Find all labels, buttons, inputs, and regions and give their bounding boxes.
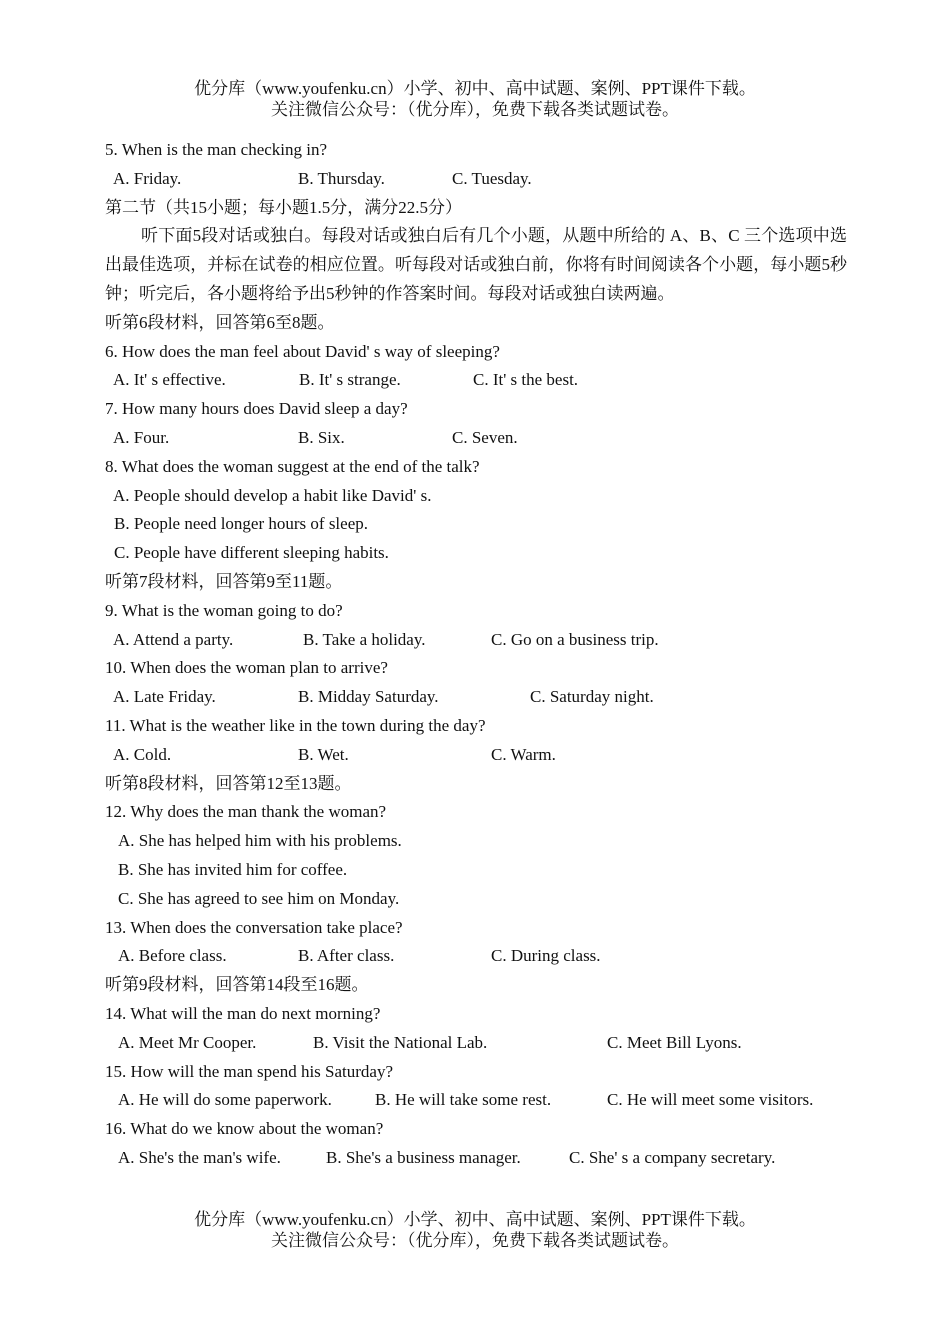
passage-intro: 听第7段材料，回答第9至11题。 [105,571,343,591]
option-a: A. It' s effective. [113,370,226,390]
question-9-options [105,626,847,655]
question-5-options [105,165,847,194]
question-15-options [105,1086,847,1115]
option-c: C. Tuesday. [452,168,532,188]
option-b: B. Visit the National Lab. [313,1032,488,1052]
question-14: 14. What will the man do next morning? [105,1003,381,1023]
option-b: B. He will take some rest. [375,1090,552,1110]
option-a: A. She has helped him with his problems. [118,831,402,851]
option-a: A. Attend a party. [113,629,234,649]
option-b: B. Thursday. [298,168,385,188]
option-b: B. Midday Saturday. [298,687,439,707]
option-c: C. People have different sleeping habits. [114,543,389,563]
question-8: 8. What does the woman suggest at the end of the talk? [105,456,480,476]
question-15: 15. How will the man spend his Saturday? [105,1061,394,1081]
question-9: 9. What is the woman going to do? [105,600,343,620]
option-c: C. Warm. [491,744,556,764]
passage-intro: 听第9段材料，回答第14段至16题。 [105,975,369,995]
option-b: B. Wet. [298,744,349,764]
page-footer [0,1209,950,1251]
option-b: B. After class. [298,946,395,966]
option-b: B. It' s strange. [299,370,401,390]
question-12: 12. Why does the man thank the woman? [105,802,387,822]
option-c: C. During class. [491,946,601,966]
question-13-options [105,942,847,971]
option-b: B. She has invited him for coffee. [118,859,348,879]
question-5: 5. When is the man checking in? [105,140,328,159]
option-a: A. Cold. [113,744,172,764]
question-6: 6. How does the man feel about David' s way of sleeping? [105,341,500,361]
option-a: A. Four. [113,427,170,447]
option-c: C. It' s the best. [473,370,579,390]
option-a: A. He will do some paperwork. [118,1090,332,1110]
question-16-options [105,1144,847,1173]
option-c: C. Go on a business trip. [491,629,659,649]
option-c: C. She' s a company secretary. [569,1147,776,1167]
option-c: C. She has agreed to see him on Monday. [118,888,400,908]
footer-line-2: 关注微信公众号：（优分库），免费下载各类试题试卷。 [271,1231,679,1250]
question-11-options [105,741,847,770]
option-b: B. She's a business manager. [326,1147,521,1167]
section-instructions: 听下面5段对话或独白。每段对话或独白后有几个小题，从题中所给的 A、B、C 三个选项中选出最佳选项，并标在试卷的相应位置。听每段对话或独白前，你将有时间阅读各个小题，每小题5秒钟；听完后，各小题将给予出5秒钟的作答案时间。每段对话或独白读两遍。 [105,226,847,303]
option-a: A. She's the man's wife. [118,1147,281,1167]
question-11: 11. What is the weather like in the town during the day? [105,715,486,735]
question-13: 13. When does the conversation take place? [105,917,403,937]
option-a: A. Friday. [113,168,182,188]
header-line-1: 优分库（www.youfenku.cn）小学、初中、高中试题、案例、PPT课件下载。 [194,79,756,98]
page-header [0,78,950,120]
option-b: B. People need longer hours of sleep. [114,514,368,534]
option-c: C. Saturday night. [530,687,654,707]
option-c: C. Meet Bill Lyons. [607,1032,742,1052]
question-7: 7. How many hours does David sleep a day? [105,399,408,419]
header-line-2: 关注微信公众号：（优分库），免费下载各类试题试卷。 [271,100,679,119]
option-a: A. Before class. [118,946,227,966]
question-7-options [105,424,847,453]
option-a: A. Meet Mr Cooper. [118,1032,257,1052]
option-b: B. Six. [298,427,345,447]
section-title: 第二节（共15小题；每小题1.5分，满分22.5分） [105,197,462,217]
question-14-options [105,1029,847,1058]
option-b: B. Take a holiday. [303,629,426,649]
question-6-options [105,366,847,395]
question-10: 10. When does the woman plan to arrive? [105,658,388,678]
option-a: A. Late Friday. [113,687,216,707]
question-10-options [105,683,847,712]
option-a: A. People should develop a habit like David' s. [113,485,432,505]
option-c: C. Seven. [452,427,518,447]
exam-content [105,136,847,1173]
option-c: C. He will meet some visitors. [607,1090,814,1110]
passage-intro: 听第6段材料，回答第6至8题。 [105,312,335,332]
footer-line-1: 优分库（www.youfenku.cn）小学、初中、高中试题、案例、PPT课件下载。 [194,1210,756,1229]
passage-intro: 听第8段材料，回答第12至13题。 [105,773,352,793]
question-16: 16. What do we know about the woman? [105,1119,384,1139]
